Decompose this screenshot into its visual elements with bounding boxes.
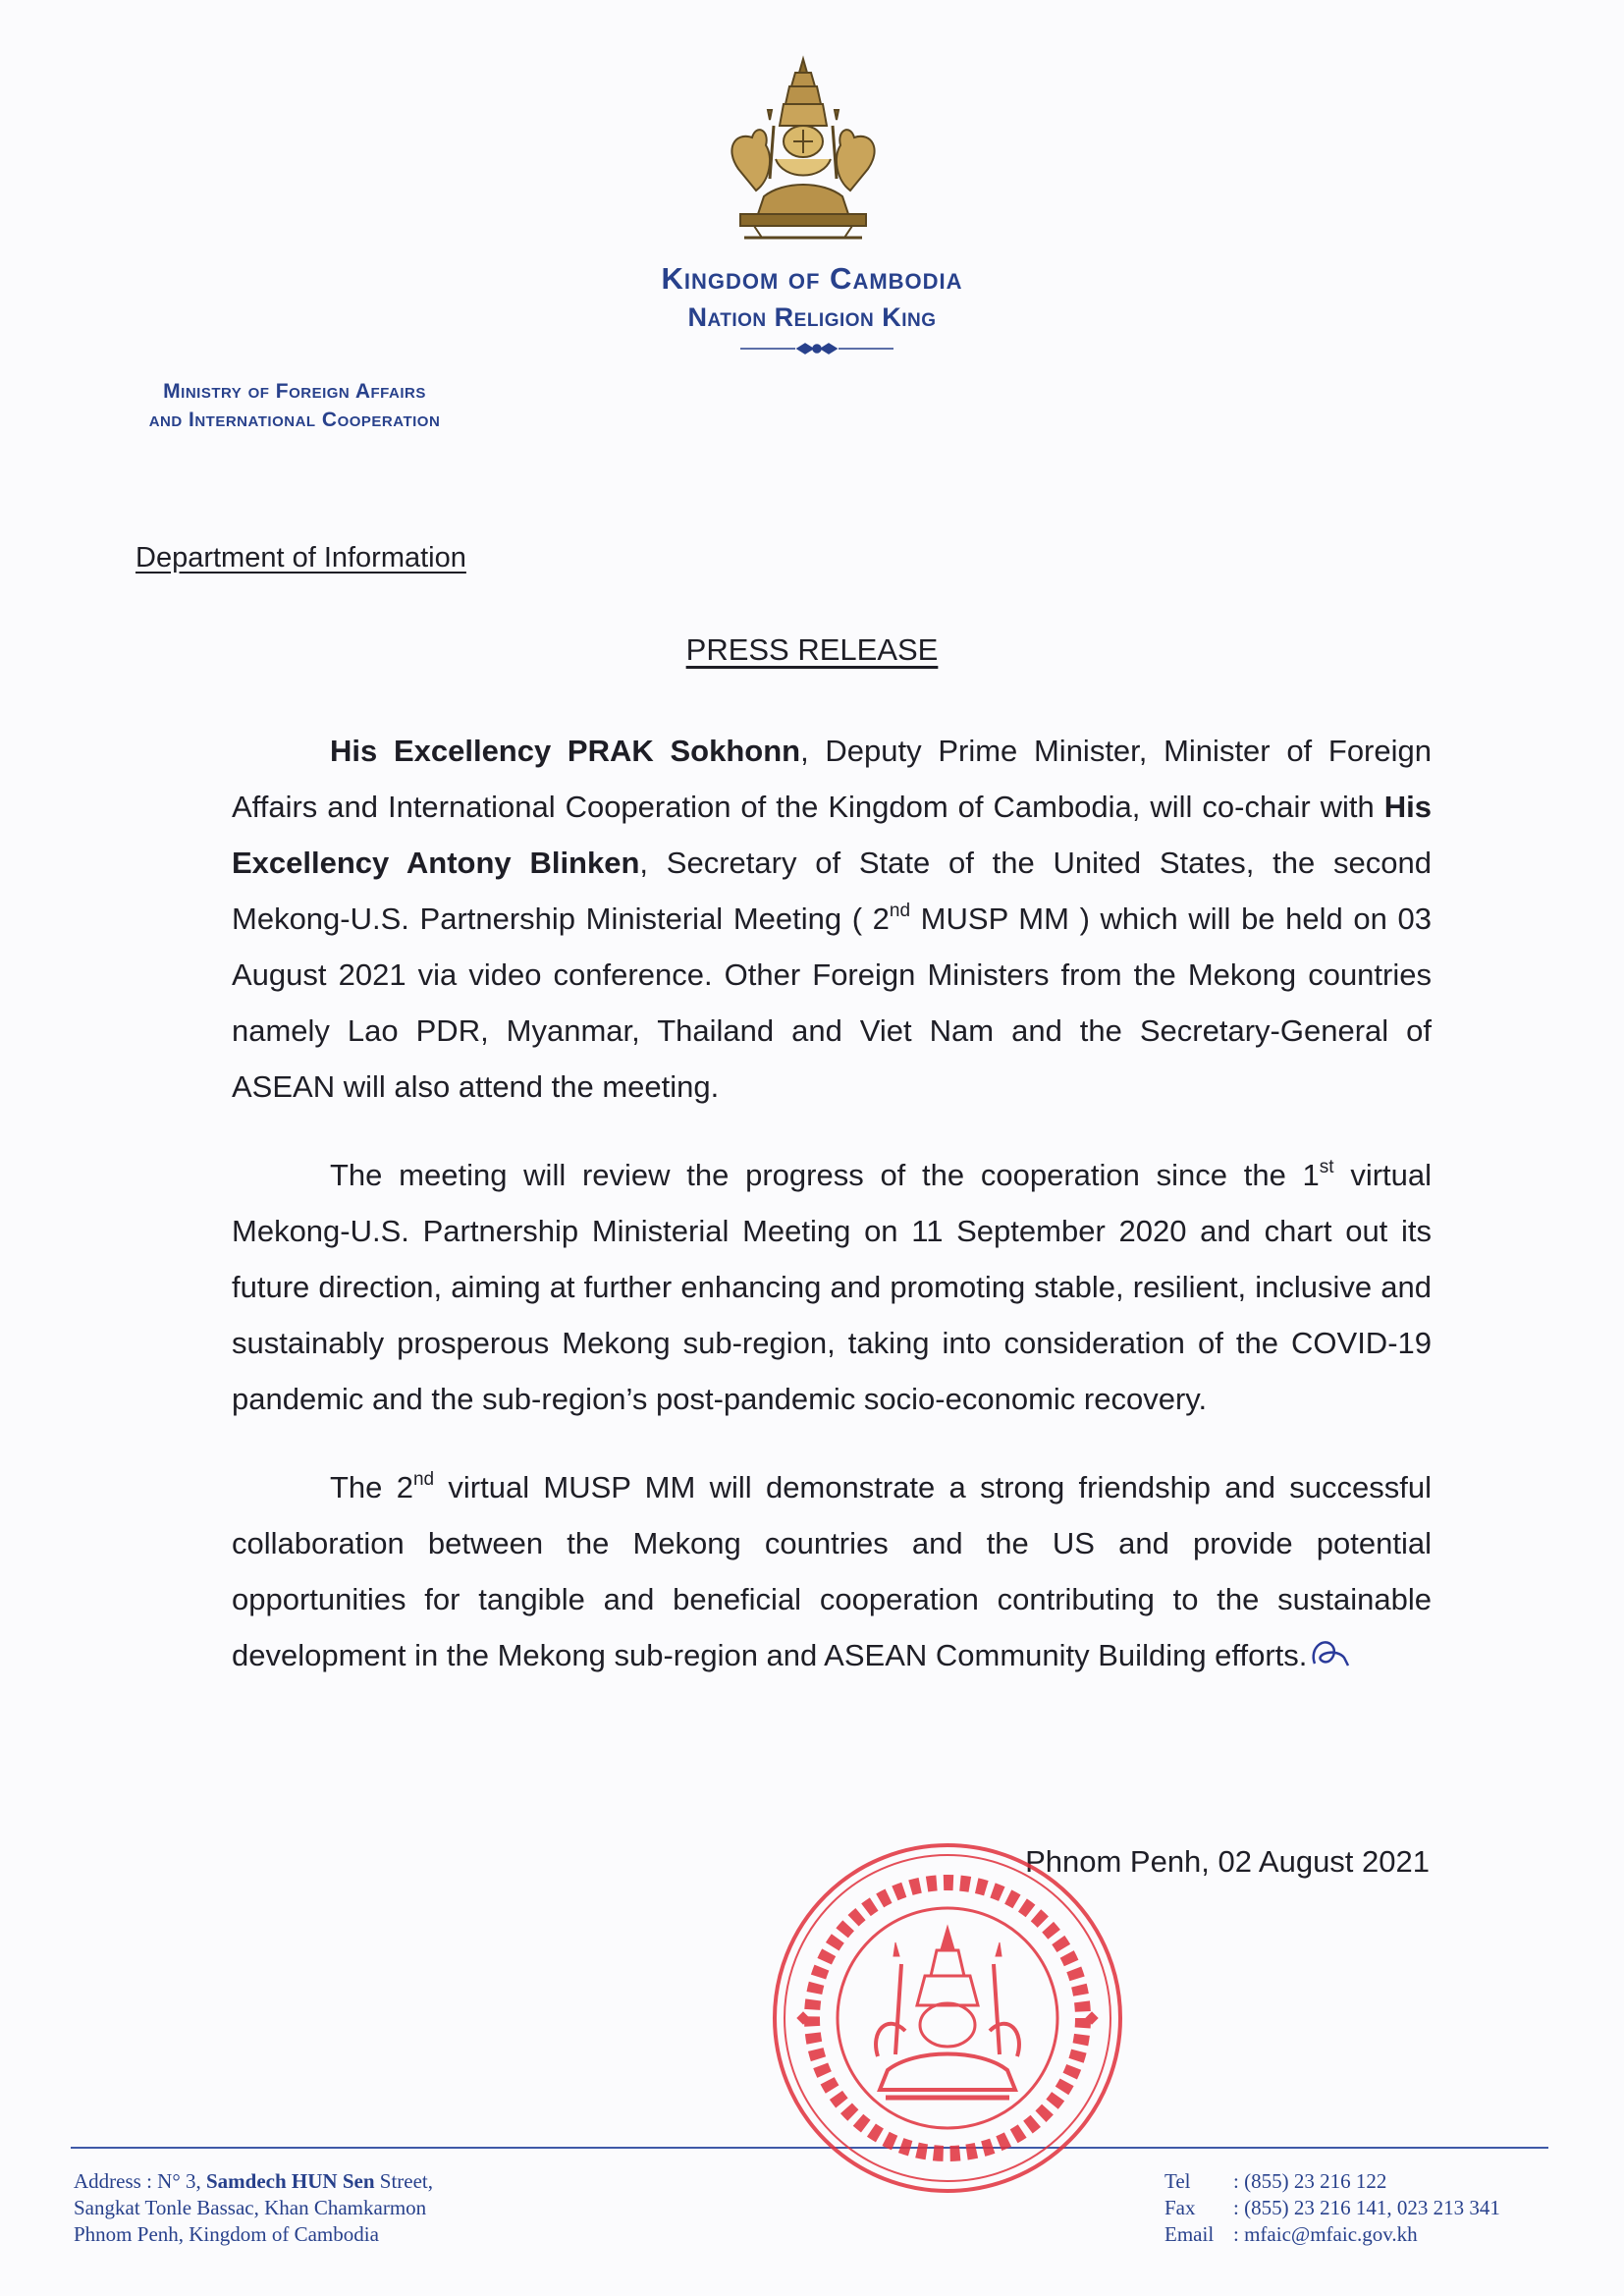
address-line-3: Phnom Penh, Kingdom of Cambodia (74, 2222, 379, 2246)
place-and-date: Phnom Penh, 02 August 2021 (1025, 1844, 1430, 1879)
paragraph-text: virtual Mekong-U.S. Partnership Ministerial Meeting on 11 September 2020 and chart out its future direction, aiming at further enhancing and promoting stable, resilient, inclusive and sustainably prosperous Mekong sub-region, taking into consideration of the COVID-19 pandemic and the sub-region’s post-pandemic socio-economic recovery. (232, 1158, 1433, 1416)
paragraph-text: virtual MUSP MM will demonstrate a strong friendship and successful collaboration between the Mekong countries and the US and provide potential opportunities for tangible and beneficial cooperation contributing to the sustainable development in the Mekong sub-region and ASEAN Community Building efforts. (232, 1470, 1432, 1672)
fax-value: : (855) 23 216 141, 023 213 341 (1233, 2196, 1500, 2219)
address-suffix: Street, (374, 2169, 433, 2193)
email-label: Email (1164, 2222, 1215, 2246)
press-release-title: PRESS RELEASE (685, 632, 939, 667)
ordinal-suffix: nd (889, 901, 911, 921)
ministry-name (59, 377, 530, 434)
ordinal-suffix: st (1319, 1157, 1334, 1177)
official-name: His Excellency PRAK Sokhonn (330, 734, 801, 768)
royal-coat-of-arms-emblem (705, 51, 901, 247)
email-value: : mfaic@mfaic.gov.kh (1233, 2222, 1418, 2246)
press-release-body (232, 723, 1432, 1716)
ornament-divider-icon (738, 342, 895, 355)
contact-tel (1164, 2168, 1500, 2195)
paragraph-text: , Deputy Prime Minister, Minister of Foreign Affairs and International Cooperation of the Kingdom of Cambodia, will co-chair with (232, 734, 1432, 824)
contact-email (1164, 2221, 1500, 2248)
paragraph-2 (232, 1147, 1432, 1427)
ordinal-suffix: nd (412, 1469, 435, 1490)
paragraph-text: The meeting will review the progress of the cooperation since the 1 (330, 1158, 1320, 1192)
address-line-2: Sangkat Tonle Bassac, Khan Chamkarmon (74, 2196, 427, 2219)
paragraph-text: MUSP MM ) which will be held on 03 August 2021 via video conference. Other Foreign Ministers from the Mekong countries namely Lao PDR, Myanmar, Thailand and Viet Nam and the Secretary-General of ASEAN will also attend the meeting. (232, 902, 1432, 1104)
ministry-line-1: Ministry of Foreign Affairs (163, 380, 426, 403)
tel-label: Tel (1164, 2169, 1191, 2193)
address-prefix: Address : N° 3, (74, 2169, 206, 2193)
paragraph-1 (232, 723, 1432, 1115)
kingdom-title: Kingdom of Cambodia (661, 261, 963, 296)
ministry-address (74, 2168, 433, 2248)
ministry-contact (1164, 2168, 1500, 2248)
fax-label: Fax (1164, 2196, 1196, 2219)
street-name: Samdech HUN Sen (205, 2169, 375, 2193)
paragraph-3 (232, 1459, 1432, 1683)
national-motto: Nation Religion King (687, 302, 937, 332)
contact-fax (1164, 2195, 1500, 2221)
official-seal-stamp (768, 1838, 1127, 2198)
ministry-line-2: and International Cooperation (148, 409, 441, 431)
official-name: His Excellency Antony Blinken (232, 790, 1432, 880)
address-line-1 (74, 2168, 433, 2195)
paragraph-text: , Secretary of State of the United States, the second Mekong-U.S. Partnership Ministerial Meeting ( 2 (232, 846, 1432, 936)
department-heading: Department of Information (135, 542, 466, 574)
tel-value: : (855) 23 216 122 (1233, 2169, 1387, 2193)
paragraph-text: The 2 (330, 1470, 413, 1504)
handwritten-initials-icon (1307, 1634, 1352, 1673)
